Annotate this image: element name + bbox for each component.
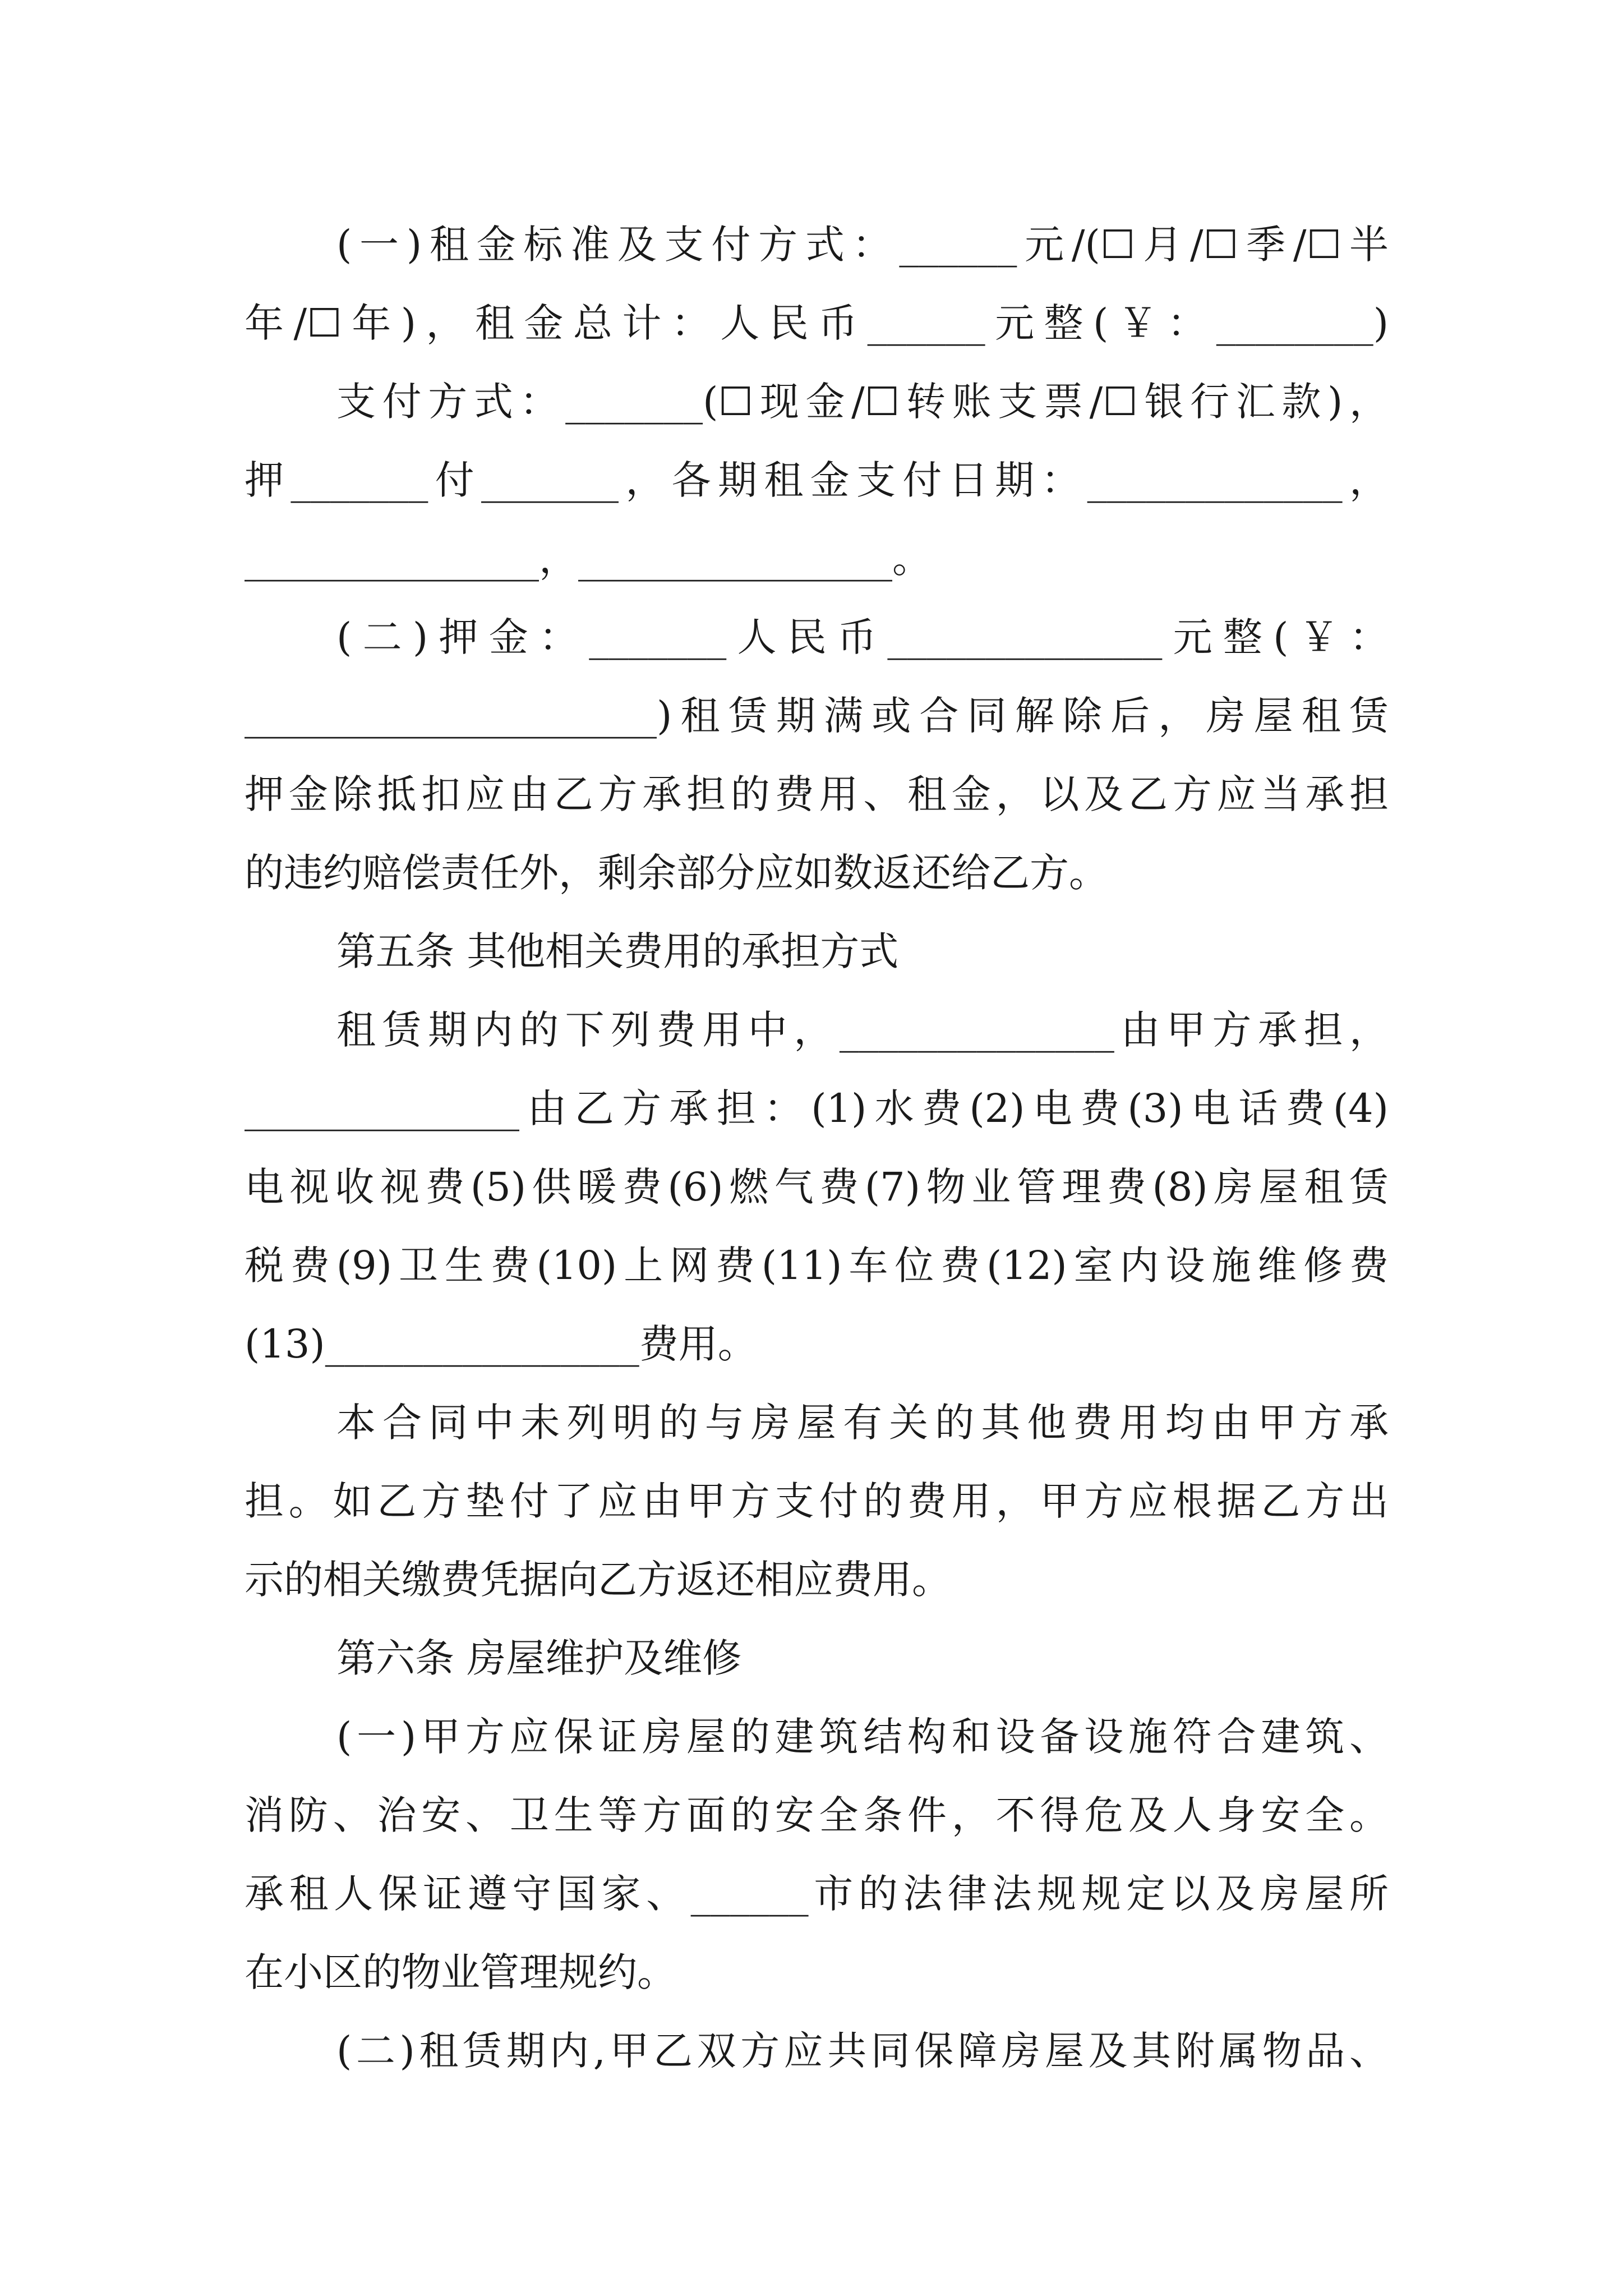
- text-line: 本合同中未列明的与房屋有关的其他费用均由甲方承: [336, 1400, 1389, 1446]
- text-line: 消防、治安、卫生等方面的安全条件，不得危及人身安全。: [245, 1792, 1389, 1838]
- text-line: 年/☐年)，租金总计：人民币______元整(￥：________): [245, 300, 1389, 346]
- text-line: ______________由乙方承担：(1)水费(2)电费(3)电话费(4): [245, 1085, 1389, 1131]
- article-heading: 第六条 房屋维护及维修: [336, 1635, 742, 1681]
- text-line: 支付方式：_______(☐现金/☐转账支票/☐银行汇款)，: [336, 379, 1389, 425]
- text-line: 租赁期内的下列费用中，______________由甲方承担，: [336, 1007, 1389, 1053]
- text-line: (一)甲方应保证房屋的建筑结构和设备设施符合建筑、: [336, 1714, 1389, 1760]
- text-line: (二)押金：_______人民币______________元整(￥：: [336, 614, 1389, 660]
- article-heading: 第五条 其他相关费用的承担方式: [336, 928, 899, 974]
- text-line: _____________________)租赁期满或合同解除后，房屋租赁: [245, 693, 1389, 739]
- text-line: _______________，________________。: [245, 536, 932, 582]
- text-line: (13)________________费用。: [245, 1321, 757, 1367]
- text-line: 的违约赔偿责任外，剩余部分应如数返还给乙方。: [245, 850, 1108, 896]
- text-line: (二)租赁期内,甲乙双方应共同保障房屋及其附属物品、: [336, 2028, 1389, 2074]
- text-line: 税费(9)卫生费(10)上网费(11)车位费(12)室内设施维修费: [245, 1243, 1389, 1289]
- text-line: (一)租金标准及支付方式：______元/(☐月/☐季/☐半: [336, 222, 1389, 268]
- text-line: 示的相关缴费凭据向乙方返还相应费用。: [245, 1557, 951, 1603]
- text-line: 承租人保证遵守国家、______市的法律法规规定以及房屋所: [245, 1871, 1389, 1917]
- text-line: 在小区的物业管理规约。: [245, 1949, 676, 1995]
- text-line: 押_______付_______，各期租金支付日期：_____________，: [245, 457, 1389, 503]
- text-line: 担。如乙方垫付了应由甲方支付的费用，甲方应根据乙方出: [245, 1478, 1389, 1524]
- text-line: 电视收视费(5)供暖费(6)燃气费(7)物业管理费(8)房屋租赁: [245, 1164, 1389, 1210]
- text-line: 押金除抵扣应由乙方承担的费用、租金，以及乙方应当承担: [245, 771, 1389, 817]
